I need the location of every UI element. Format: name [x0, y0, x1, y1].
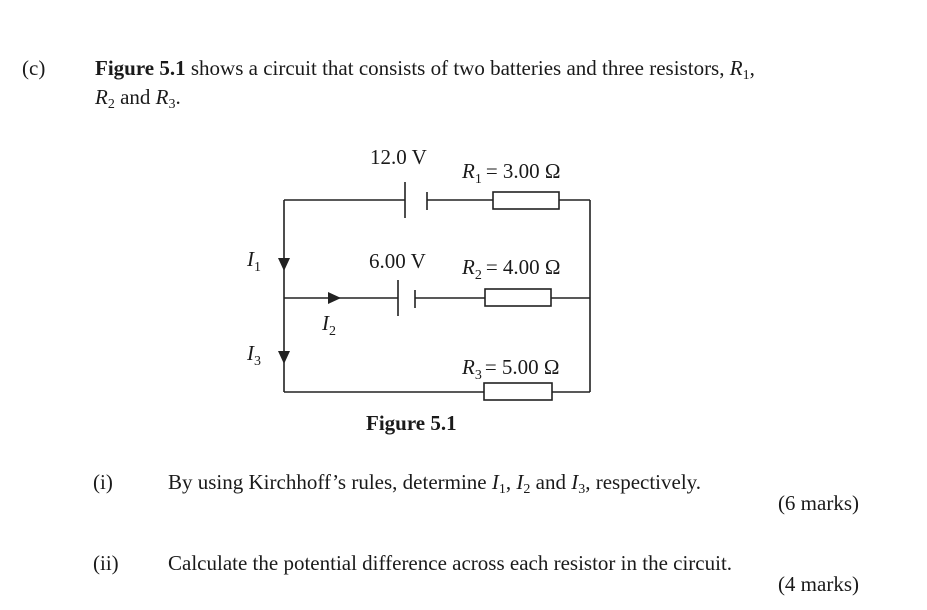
i1-label — [246, 247, 261, 275]
part-i-comma: , — [505, 470, 512, 494]
i1-symbol: I — [247, 247, 254, 271]
resistor-r2 — [485, 289, 551, 306]
i1-arrow-icon — [278, 258, 290, 271]
part-i-text-end: , respectively. — [585, 470, 702, 494]
resistor-r1 — [493, 192, 559, 209]
part-ii-label: (ii) — [93, 551, 119, 575]
r2-label — [461, 255, 561, 283]
part-i-i1-subscript: 1 — [498, 482, 506, 497]
battery1-label: 12.0 V — [370, 145, 427, 169]
i2-label — [321, 311, 336, 339]
intro-text: shows a circuit that consists of two batteries and three resistors, — [190, 56, 725, 80]
part-i-i3-subscript: 3 — [578, 482, 586, 497]
r1-symbol: R — [462, 159, 475, 183]
i1-subscript: 1 — [254, 260, 261, 275]
intro-r2-symbol: R — [95, 85, 108, 109]
r3-symbol: R — [462, 355, 475, 379]
intro-r1-subscript: 1 — [742, 68, 750, 83]
intro-and: and — [120, 85, 151, 109]
r1-value: = 3.00 Ω — [485, 159, 561, 183]
battery2-label: 6.00 V — [369, 249, 426, 273]
intro-r3-symbol: R — [155, 85, 169, 109]
i2-symbol: I — [322, 311, 329, 335]
question-label: (c) — [22, 56, 46, 80]
part-i-label: (i) — [93, 470, 113, 494]
part-i-i2-symbol: I — [516, 470, 524, 494]
r2-subscript: 2 — [474, 268, 482, 283]
figure-caption: Figure 5.1 — [366, 411, 457, 435]
part-i-and: and — [535, 470, 566, 494]
figure-reference: Figure 5.1 — [95, 56, 186, 80]
part-i-i2-subscript: 2 — [523, 482, 531, 497]
part-i-marks: (6 marks) — [777, 491, 859, 515]
r3-value: = 5.00 Ω — [484, 355, 560, 379]
r1-subscript: 1 — [474, 172, 482, 187]
i3-subscript: 3 — [254, 354, 261, 369]
intro-comma: , — [749, 56, 755, 80]
i2-arrow-icon — [328, 292, 341, 304]
intro-r3-subscript: 3 — [168, 97, 176, 112]
intro-r2-subscript: 2 — [107, 97, 115, 112]
resistor-r3 — [484, 383, 552, 400]
part-ii-marks: (4 marks) — [777, 572, 859, 596]
r1-label — [461, 159, 561, 187]
i3-label — [246, 341, 261, 369]
r3-subscript: 3 — [474, 368, 482, 383]
part-ii-question: Calculate the potential difference across each resistor in the circuit. — [168, 551, 733, 575]
r2-value: = 4.00 Ω — [485, 255, 561, 279]
r2-symbol: R — [462, 255, 475, 279]
i3-symbol: I — [247, 341, 254, 365]
i2-subscript: 2 — [329, 324, 336, 339]
i3-arrow-icon — [278, 351, 290, 364]
part-i-i1-symbol: I — [491, 470, 499, 494]
part-i-i3-symbol: I — [571, 470, 579, 494]
intro-period: . — [175, 85, 181, 109]
part-i-text-start: By using Kirchhoff’s rules, determine — [168, 470, 487, 494]
part-i-question — [168, 470, 701, 495]
r3-label — [461, 355, 560, 383]
intro-r1-symbol: R — [729, 56, 743, 80]
